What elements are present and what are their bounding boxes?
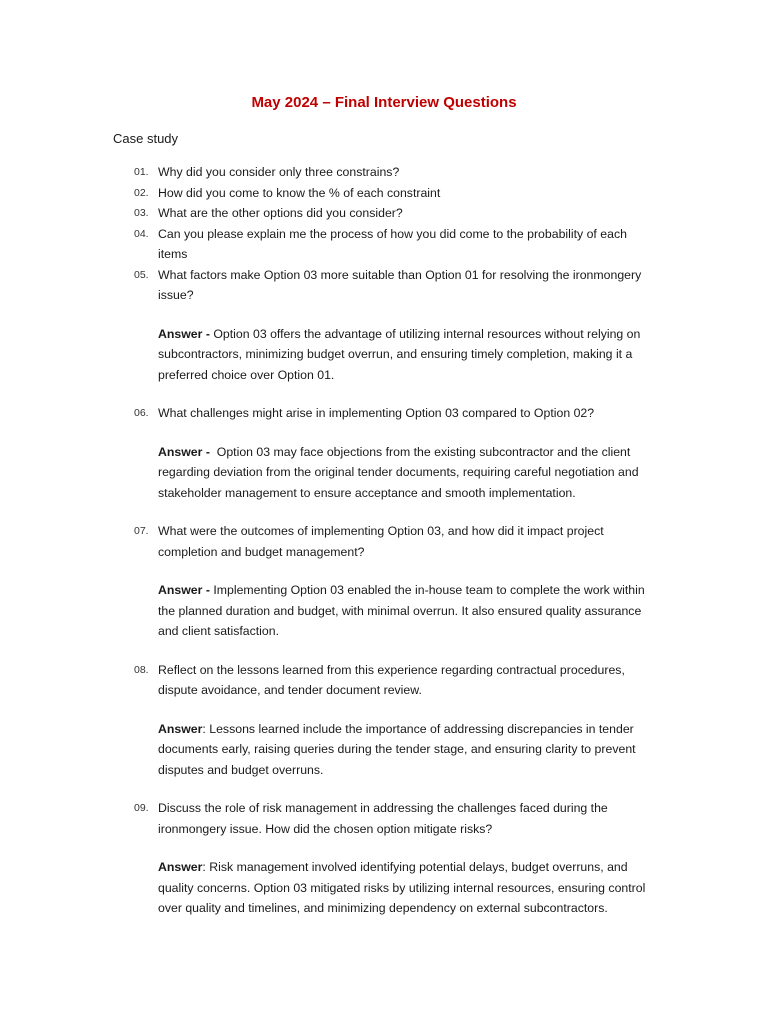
question-text: What factors make Option 03 more suitable than Option 01 for resolving the ironmongery issue? (158, 267, 642, 302)
answer-block (158, 442, 658, 504)
answer-block (158, 857, 658, 919)
question-text: What challenges might arise in implementing Option 03 compared to Option 02? (158, 406, 595, 420)
question-text: What were the outcomes of implementing Option 03, and how did it impact project completion and budget management? (158, 524, 604, 559)
answer-block (158, 580, 658, 642)
answer-label: Answer (158, 860, 203, 874)
question-text: Why did you consider only three constrains? (158, 165, 400, 179)
answer-text: : Risk management involved identifying potential delays, budget overruns, and quality concerns. Option 03 mitigated risks by utilizing internal resources, ensuring control over quality and timelines, and minimizing dependency on external subcontractors. (158, 860, 646, 915)
answer-text: : Lessons learned include the importance of addressing discrepancies in tender documents early, raising queries during the tender stage, and ensuring clarity to prevent disputes and budget overruns. (158, 721, 636, 777)
question-number: 03. (134, 207, 149, 219)
question-text: Reflect on the lessons learned from this experience regarding contractual procedures, dispute avoidance, and tender document review. (158, 662, 625, 697)
question-number: 07. (134, 525, 149, 537)
answer-label: Answer - (158, 444, 210, 459)
question-number: 06. (134, 407, 149, 419)
section-heading: Case study (113, 131, 179, 146)
answer-text: Option 03 offers the advantage of utilizing internal resources without relying on subcontractors, minimizing budget overrun, and ensuring timely completion, making it a preferred choice over Option 01. (158, 326, 641, 382)
question-item (134, 660, 654, 701)
question-item (134, 265, 654, 306)
question-item (134, 521, 654, 562)
question-list (0, 162, 768, 919)
answer-label: Answer (158, 721, 203, 736)
answer-text: Option 03 may face objections from the existing subcontractor and the client regarding deviation from the original tender documents, requiring careful negotiation and stakeholder management to ensure acceptance and smooth implementation. (158, 444, 642, 500)
answer-label: Answer - (158, 583, 210, 597)
question-item (134, 203, 654, 224)
question-item (134, 162, 654, 183)
question-item (134, 183, 654, 204)
question-text: Discuss the role of risk management in addressing the challenges faced during the ironmongery issue. How did the chosen option mitigate risks? (158, 801, 608, 836)
question-item (134, 224, 654, 265)
question-item (134, 403, 654, 424)
question-text: How did you come to know the % of each constraint (158, 185, 441, 200)
answer-block (158, 324, 658, 386)
question-number: 08. (134, 663, 149, 676)
answer-block (158, 719, 658, 781)
question-text: What are the other options did you consider? (158, 206, 403, 220)
question-number: 04. (134, 227, 149, 240)
question-number: 01. (134, 166, 149, 178)
question-text: Can you please explain me the process of how you did come to the probability of each items (158, 226, 627, 261)
question-number: 05. (134, 268, 149, 281)
answer-label: Answer - (158, 326, 210, 341)
question-item (134, 798, 654, 839)
question-number: 09. (134, 802, 149, 814)
answer-text: Implementing Option 03 enabled the in-house team to complete the work within the planned duration and budget, with minimal overrun. It also ensured quality assurance and client satisfaction. (158, 583, 645, 638)
document-title: May 2024 – Final Interview Questions (251, 94, 517, 111)
question-number: 02. (134, 186, 149, 199)
